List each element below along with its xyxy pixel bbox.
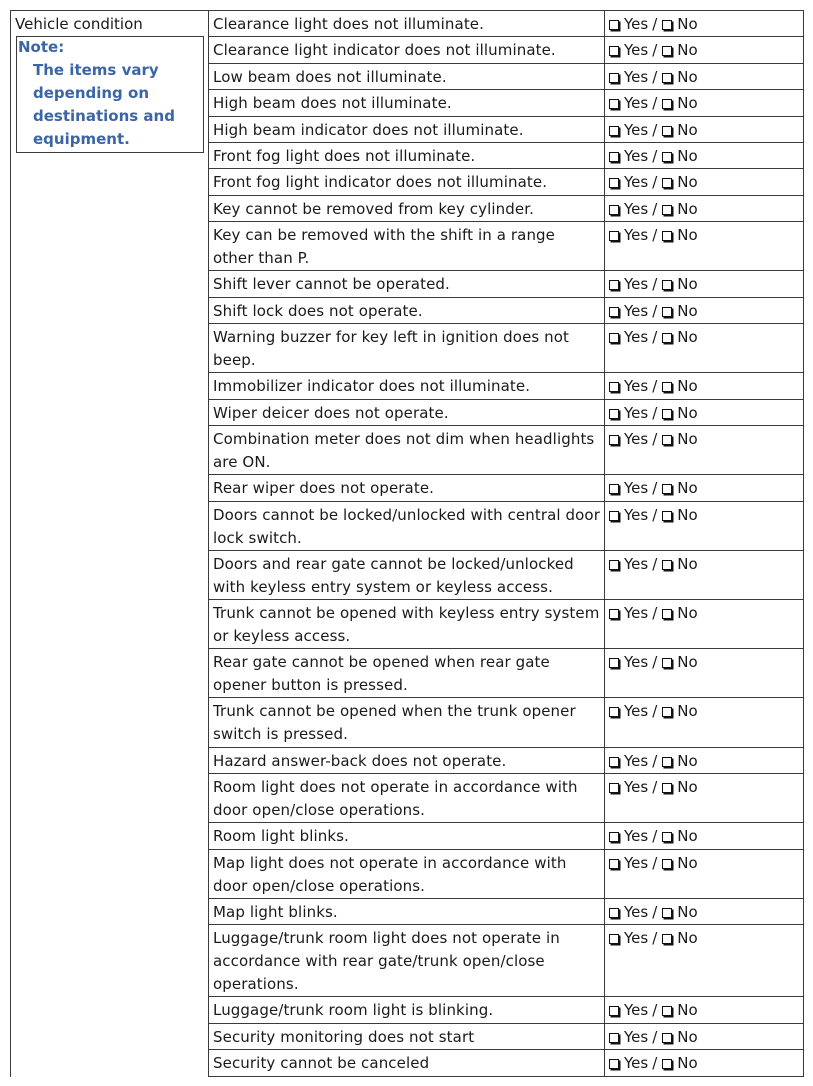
no-label: No — [677, 226, 698, 245]
no-checkbox[interactable] — [662, 382, 672, 392]
no-checkbox[interactable] — [662, 560, 672, 570]
yes-checkbox[interactable] — [609, 231, 619, 241]
yes-checkbox[interactable] — [609, 609, 619, 619]
table-row — [208, 850, 803, 899]
yes-label: Yes — [624, 67, 649, 86]
yes-label: Yes — [624, 199, 649, 218]
no-label: No — [677, 554, 698, 573]
yes-checkbox[interactable] — [609, 280, 619, 290]
table-row — [208, 997, 803, 1023]
no-checkbox[interactable] — [662, 908, 672, 918]
table-row — [208, 64, 803, 90]
table-row — [208, 1050, 803, 1076]
yes-no-answer — [605, 1024, 803, 1049]
yes-label: Yes — [624, 702, 649, 721]
yes-no-answer — [605, 37, 803, 62]
symptom-text: Trunk cannot be opened with keyless entry system or keyless access. — [209, 600, 605, 648]
no-label: No — [677, 929, 698, 948]
symptom-text: Room light does not operate in accordance with door open/close operations. — [209, 774, 605, 822]
no-label: No — [677, 275, 698, 294]
yes-label: Yes — [624, 505, 649, 524]
yes-label: Yes — [624, 146, 649, 165]
table-row — [208, 899, 803, 925]
symptom-text: Map light blinks. — [209, 899, 605, 924]
table-row — [208, 600, 803, 649]
no-label: No — [677, 94, 698, 113]
yes-checkbox[interactable] — [609, 178, 619, 188]
answer-separator: / — [652, 505, 658, 524]
vehicle-condition-table — [10, 10, 804, 1077]
answer-separator: / — [652, 94, 658, 113]
yes-no-answer — [605, 324, 803, 372]
no-label: No — [677, 328, 698, 347]
answer-separator: / — [652, 403, 658, 422]
table-row — [208, 196, 803, 222]
yes-checkbox[interactable] — [609, 73, 619, 83]
yes-no-answer — [605, 400, 803, 425]
yes-label: Yes — [624, 94, 649, 113]
yes-no-answer — [605, 222, 803, 270]
yes-checkbox[interactable] — [609, 205, 619, 215]
answer-separator: / — [652, 15, 658, 33]
yes-label: Yes — [624, 479, 649, 498]
table-row — [208, 698, 803, 747]
answer-separator: / — [652, 827, 658, 846]
answer-separator: / — [652, 554, 658, 573]
answer-separator: / — [652, 1001, 658, 1020]
no-label: No — [677, 146, 698, 165]
symptom-text: Front fog light does not illuminate. — [209, 143, 605, 168]
symptom-text: Combination meter does not dim when headlights are ON. — [209, 426, 605, 474]
yes-no-answer — [605, 649, 803, 697]
yes-checkbox[interactable] — [609, 484, 619, 494]
yes-checkbox[interactable] — [609, 382, 619, 392]
yes-label: Yes — [624, 554, 649, 573]
symptom-text: Clearance light indicator does not illuminate. — [209, 37, 605, 62]
yes-label: Yes — [624, 328, 649, 347]
table-row — [208, 1024, 803, 1050]
yes-no-answer — [605, 117, 803, 142]
no-checkbox[interactable] — [662, 280, 672, 290]
yes-no-answer — [605, 600, 803, 648]
yes-checkbox[interactable] — [609, 832, 619, 842]
yes-label: Yes — [624, 1001, 649, 1020]
yes-checkbox[interactable] — [609, 934, 619, 944]
yes-no-answer — [605, 196, 803, 221]
yes-checkbox[interactable] — [609, 20, 619, 30]
yes-checkbox[interactable] — [609, 658, 619, 668]
no-checkbox[interactable] — [662, 757, 672, 767]
yes-no-answer — [605, 298, 803, 323]
yes-no-answer — [605, 169, 803, 194]
yes-no-answer — [605, 271, 803, 296]
yes-no-answer — [605, 426, 803, 474]
symptom-text: High beam indicator does not illuminate. — [209, 117, 605, 142]
no-label: No — [677, 902, 698, 921]
yes-no-answer — [605, 551, 803, 599]
yes-label: Yes — [624, 301, 649, 320]
no-checkbox[interactable] — [662, 46, 672, 56]
answer-separator: / — [652, 328, 658, 347]
yes-label: Yes — [624, 1054, 649, 1073]
no-label: No — [677, 301, 698, 320]
table-row — [208, 748, 803, 774]
symptom-text: Front fog light indicator does not illuminate. — [209, 169, 605, 194]
yes-checkbox[interactable] — [609, 409, 619, 419]
answer-separator: / — [652, 173, 658, 192]
no-label: No — [677, 15, 698, 33]
no-checkbox[interactable] — [662, 409, 672, 419]
yes-checkbox[interactable] — [609, 783, 619, 793]
no-label: No — [677, 751, 698, 770]
symptom-text: Trunk cannot be opened when the trunk opener switch is pressed. — [209, 698, 605, 746]
no-label: No — [677, 604, 698, 623]
left-column — [10, 10, 208, 1077]
answer-separator: / — [652, 377, 658, 396]
no-label: No — [677, 853, 698, 872]
no-label: No — [677, 430, 698, 449]
yes-label: Yes — [624, 604, 649, 623]
note-box — [16, 36, 204, 153]
yes-checkbox[interactable] — [609, 1059, 619, 1069]
table-row — [208, 117, 803, 143]
no-label: No — [677, 777, 698, 796]
symptom-text: Immobilizer indicator does not illuminate. — [209, 373, 605, 398]
no-checkbox[interactable] — [662, 832, 672, 842]
symptom-text: Luggage/trunk room light is blinking. — [209, 997, 605, 1022]
symptom-text: Map light does not operate in accordance with door open/close operations. — [209, 850, 605, 898]
table-row — [208, 90, 803, 116]
symptom-text: Key can be removed with the shift in a range other than P. — [209, 222, 605, 270]
yes-no-answer — [605, 475, 803, 500]
symptom-text: Shift lever cannot be operated. — [209, 271, 605, 296]
table-row — [208, 324, 803, 373]
note-title: Note: — [18, 38, 65, 56]
yes-label: Yes — [624, 15, 649, 33]
answer-separator: / — [652, 41, 658, 60]
no-label: No — [677, 1001, 698, 1020]
yes-checkbox[interactable] — [609, 707, 619, 717]
yes-no-answer — [605, 64, 803, 89]
yes-checkbox[interactable] — [609, 859, 619, 869]
no-checkbox[interactable] — [662, 934, 672, 944]
no-checkbox[interactable] — [662, 609, 672, 619]
yes-label: Yes — [624, 653, 649, 672]
no-label: No — [677, 199, 698, 218]
no-label: No — [677, 479, 698, 498]
answer-separator: / — [652, 929, 658, 948]
yes-label: Yes — [624, 173, 649, 192]
table-row — [208, 11, 803, 37]
yes-label: Yes — [624, 41, 649, 60]
answer-separator: / — [652, 653, 658, 672]
no-label: No — [677, 827, 698, 846]
answer-separator: / — [652, 120, 658, 139]
table-row — [208, 823, 803, 849]
symptom-rows — [208, 10, 804, 1077]
answer-separator: / — [652, 199, 658, 218]
no-label: No — [677, 1027, 698, 1046]
no-checkbox[interactable] — [662, 435, 672, 445]
answer-separator: / — [652, 430, 658, 449]
yes-label: Yes — [624, 827, 649, 846]
yes-no-answer — [605, 143, 803, 168]
yes-label: Yes — [624, 902, 649, 921]
answer-separator: / — [652, 67, 658, 86]
table-row — [208, 271, 803, 297]
yes-checkbox[interactable] — [609, 126, 619, 136]
symptom-text: Clearance light does not illuminate. — [209, 11, 605, 36]
symptom-text: Shift lock does not operate. — [209, 298, 605, 323]
answer-separator: / — [652, 702, 658, 721]
yes-no-answer — [605, 502, 803, 550]
symptom-text: Wiper deicer does not operate. — [209, 400, 605, 425]
answer-separator: / — [652, 301, 658, 320]
yes-checkbox[interactable] — [609, 511, 619, 521]
yes-label: Yes — [624, 853, 649, 872]
no-label: No — [677, 702, 698, 721]
table-row — [208, 143, 803, 169]
no-checkbox[interactable] — [662, 126, 672, 136]
symptom-text: Low beam does not illuminate. — [209, 64, 605, 89]
table-row — [208, 551, 803, 600]
no-label: No — [677, 41, 698, 60]
symptom-text: Rear wiper does not operate. — [209, 475, 605, 500]
yes-no-answer — [605, 850, 803, 898]
yes-no-answer — [605, 90, 803, 115]
no-checkbox[interactable] — [662, 1006, 672, 1016]
no-label: No — [677, 653, 698, 672]
no-label: No — [677, 505, 698, 524]
yes-no-answer — [605, 774, 803, 822]
yes-no-answer — [605, 925, 803, 996]
yes-label: Yes — [624, 377, 649, 396]
symptom-text: Luggage/trunk room light does not operate in accordance with rear gate/trunk open/close operations. — [209, 925, 605, 996]
no-checkbox[interactable] — [662, 333, 672, 343]
yes-label: Yes — [624, 403, 649, 422]
yes-no-answer — [605, 1050, 803, 1075]
answer-separator: / — [652, 226, 658, 245]
no-label: No — [677, 1054, 698, 1073]
yes-label: Yes — [624, 777, 649, 796]
table-row — [208, 169, 803, 195]
answer-separator: / — [652, 777, 658, 796]
yes-checkbox[interactable] — [609, 757, 619, 767]
no-label: No — [677, 120, 698, 139]
answer-separator: / — [652, 902, 658, 921]
symptom-text: Room light blinks. — [209, 823, 605, 848]
symptom-text: Security cannot be canceled — [209, 1050, 605, 1075]
yes-checkbox[interactable] — [609, 307, 619, 317]
answer-separator: / — [652, 1027, 658, 1046]
symptom-text: Rear gate cannot be opened when rear gate opener button is pressed. — [209, 649, 605, 697]
answer-separator: / — [652, 604, 658, 623]
yes-checkbox[interactable] — [609, 99, 619, 109]
yes-checkbox[interactable] — [609, 1006, 619, 1016]
table-row — [208, 400, 803, 426]
vehicle-condition-label: Vehicle condition — [15, 15, 143, 33]
yes-label: Yes — [624, 275, 649, 294]
table-row — [208, 373, 803, 399]
yes-no-answer — [605, 748, 803, 773]
no-checkbox[interactable] — [662, 859, 672, 869]
no-checkbox[interactable] — [662, 20, 672, 30]
table-row — [208, 925, 803, 997]
answer-separator: / — [652, 751, 658, 770]
yes-label: Yes — [624, 120, 649, 139]
yes-checkbox[interactable] — [609, 46, 619, 56]
answer-separator: / — [652, 853, 658, 872]
no-checkbox[interactable] — [662, 783, 672, 793]
answer-separator: / — [652, 1054, 658, 1073]
no-checkbox[interactable] — [662, 73, 672, 83]
answer-separator: / — [652, 275, 658, 294]
symptom-text: Doors cannot be locked/unlocked with central door lock switch. — [209, 502, 605, 550]
yes-checkbox[interactable] — [609, 333, 619, 343]
symptom-text: Key cannot be removed from key cylinder. — [209, 196, 605, 221]
table-row — [208, 426, 803, 475]
table-row — [208, 475, 803, 501]
yes-label: Yes — [624, 929, 649, 948]
yes-label: Yes — [624, 226, 649, 245]
yes-checkbox[interactable] — [609, 152, 619, 162]
table-row — [208, 222, 803, 271]
no-checkbox[interactable] — [662, 307, 672, 317]
symptom-text: Warning buzzer for key left in ignition does not beep. — [209, 324, 605, 372]
no-checkbox[interactable] — [662, 1033, 672, 1043]
yes-checkbox[interactable] — [609, 1033, 619, 1043]
yes-label: Yes — [624, 751, 649, 770]
answer-separator: / — [652, 146, 658, 165]
table-row — [208, 37, 803, 63]
no-checkbox[interactable] — [662, 178, 672, 188]
symptom-text: Doors and rear gate cannot be locked/unlocked with keyless entry system or keyless access. — [209, 551, 605, 599]
no-label: No — [677, 173, 698, 192]
yes-label: Yes — [624, 1027, 649, 1046]
no-checkbox[interactable] — [662, 205, 672, 215]
no-checkbox[interactable] — [662, 99, 672, 109]
table-row — [208, 774, 803, 823]
no-checkbox[interactable] — [662, 1059, 672, 1069]
yes-checkbox[interactable] — [609, 560, 619, 570]
no-checkbox[interactable] — [662, 484, 672, 494]
table-row — [208, 298, 803, 324]
no-checkbox[interactable] — [662, 231, 672, 241]
table-row — [208, 649, 803, 698]
answer-separator: / — [652, 479, 658, 498]
yes-no-answer — [605, 11, 803, 36]
no-checkbox[interactable] — [662, 152, 672, 162]
no-label: No — [677, 403, 698, 422]
note-text: The items vary depending on destinations and equipment. — [33, 61, 175, 148]
yes-no-answer — [605, 823, 803, 848]
yes-no-answer — [605, 698, 803, 746]
yes-label: Yes — [624, 430, 649, 449]
symptom-text: Security monitoring does not start — [209, 1024, 605, 1049]
yes-checkbox[interactable] — [609, 908, 619, 918]
no-checkbox[interactable] — [662, 511, 672, 521]
yes-no-answer — [605, 997, 803, 1022]
symptom-text: High beam does not illuminate. — [209, 90, 605, 115]
yes-no-answer — [605, 899, 803, 924]
table-row — [208, 502, 803, 551]
no-checkbox[interactable] — [662, 658, 672, 668]
yes-checkbox[interactable] — [609, 435, 619, 445]
no-label: No — [677, 377, 698, 396]
symptom-text: Hazard answer-back does not operate. — [209, 748, 605, 773]
no-checkbox[interactable] — [662, 707, 672, 717]
yes-no-answer — [605, 373, 803, 398]
no-label: No — [677, 67, 698, 86]
